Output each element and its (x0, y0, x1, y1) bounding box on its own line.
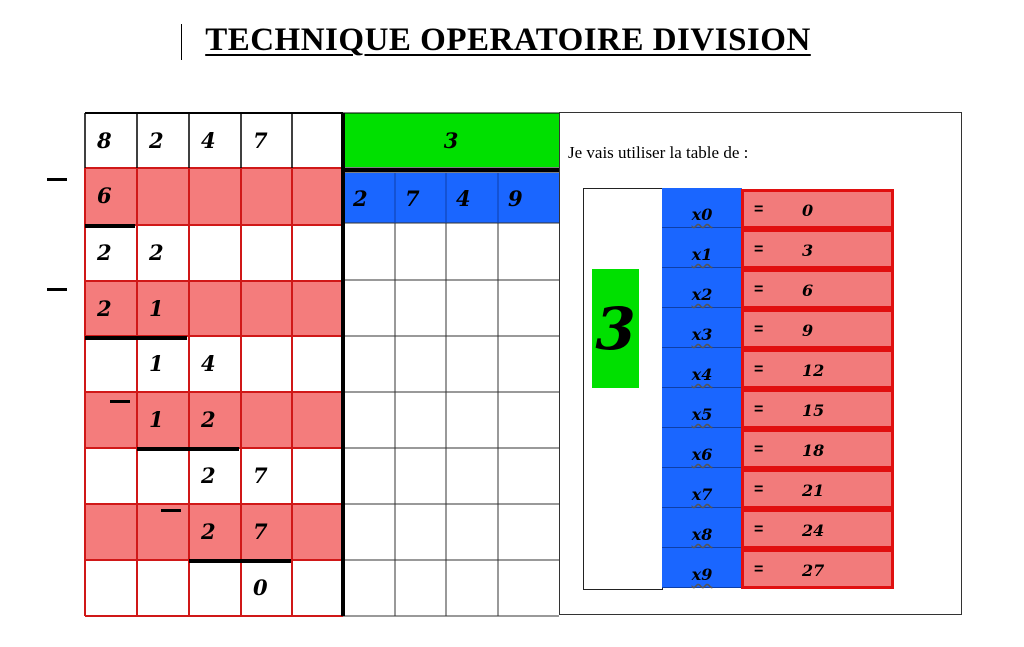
result-column (741, 189, 894, 589)
result-cell (741, 389, 894, 429)
result-value: 21 (802, 481, 825, 500)
minus-sign-2 (47, 288, 67, 291)
multiplier-cell: x3 (662, 308, 742, 348)
minus-sign-4 (161, 509, 181, 512)
page-title: TECHNIQUE OPERATOIRE DIVISION (205, 22, 811, 58)
multiplier-cell: x1 (662, 228, 742, 268)
table-number: 3 (592, 269, 639, 388)
dividend-digit: 2 (149, 127, 164, 153)
step-digit: 2 (97, 295, 112, 321)
step-digit: 2 (201, 406, 216, 432)
equals-sign: = (754, 401, 764, 418)
dividend-digit: 8 (97, 127, 112, 153)
dividend-digit: 4 (201, 127, 216, 153)
equals-sign: = (754, 241, 764, 258)
multiplier-cell: x6 (662, 428, 742, 468)
step-digit: 7 (253, 518, 268, 544)
quotient-digit: 9 (508, 185, 523, 211)
subtraction-line-4 (189, 559, 291, 563)
result-cell (741, 189, 894, 229)
result-value: 6 (802, 281, 814, 300)
multiplier-cell: x8 (662, 508, 742, 548)
equals-sign: = (754, 281, 764, 298)
step-digit: 4 (201, 350, 216, 376)
panel-label: Je vais utiliser la table de : (568, 143, 749, 162)
result-value: 9 (802, 321, 814, 340)
result-cell (741, 509, 894, 549)
divisor-value: 3 (443, 127, 459, 153)
step-digit: 1 (149, 350, 164, 376)
equals-sign: = (754, 481, 764, 498)
equals-sign: = (754, 441, 764, 458)
step-digit: 0 (253, 574, 268, 600)
equals-sign: = (754, 321, 764, 338)
result-value: 24 (802, 521, 825, 540)
dividend-digit: 7 (253, 127, 268, 153)
quotient-digit: 2 (353, 185, 368, 211)
table-number-box (583, 188, 663, 590)
result-cell (741, 269, 894, 309)
multiplier-cell: x2 (662, 268, 742, 308)
step-digit: 6 (97, 182, 112, 208)
result-value: 0 (802, 201, 814, 220)
result-cell (741, 549, 894, 589)
result-cell (741, 429, 894, 469)
result-cell (741, 309, 894, 349)
equals-sign: = (754, 201, 764, 218)
subtraction-line-2 (85, 336, 187, 340)
result-value: 3 (802, 241, 814, 260)
minus-sign-3 (110, 400, 130, 403)
result-cell (741, 349, 894, 389)
equals-sign: = (754, 361, 764, 378)
subtraction-line-1 (85, 224, 135, 228)
step-digit: 2 (201, 462, 216, 488)
multiplier-cell: x5 (662, 388, 742, 428)
multiplier-cell: x4 (662, 348, 742, 388)
step-digit: 2 (201, 518, 216, 544)
step-digit: 2 (149, 239, 164, 265)
multiplier-cell: x7 (662, 468, 742, 508)
result-value: 27 (802, 561, 825, 580)
subtraction-line-3 (137, 447, 239, 451)
result-cell (741, 469, 894, 509)
equals-sign: = (754, 561, 764, 578)
step-digit: 2 (97, 239, 112, 265)
equals-sign: = (754, 521, 764, 538)
quotient-digit: 4 (456, 185, 471, 211)
minus-sign-1 (47, 178, 67, 181)
step-digit: 1 (149, 406, 164, 432)
quotient-digit: 7 (405, 185, 420, 211)
step-digit: 7 (253, 462, 268, 488)
step-digit: 1 (149, 295, 164, 321)
multiplier-cell: x9 (662, 548, 742, 588)
result-value: 12 (802, 361, 825, 380)
multiplier-column (662, 188, 742, 588)
result-cell (741, 229, 894, 269)
multiplier-cell: x0 (662, 188, 742, 228)
result-value: 15 (802, 401, 825, 420)
result-value: 18 (802, 441, 825, 460)
